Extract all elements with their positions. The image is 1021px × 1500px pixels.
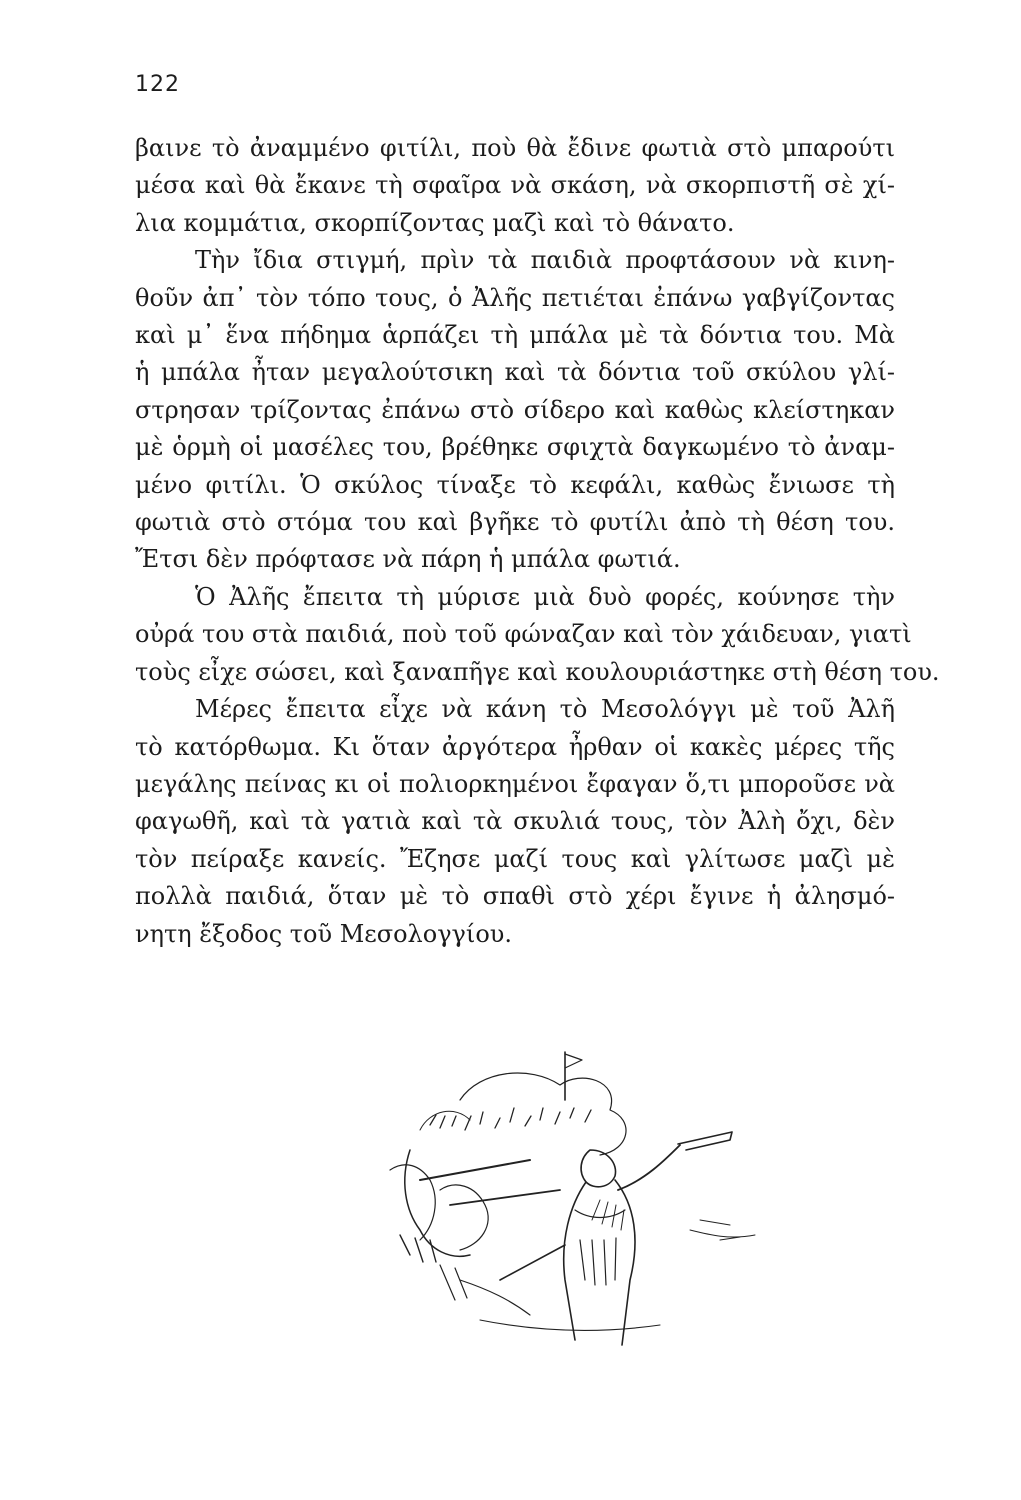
page-number: 122 — [135, 72, 180, 97]
text-line: τὸν πείραξε κανείς. Ἔζησε μαζί τους καὶ γλίτωσε μαζὶ μὲ — [135, 844, 895, 873]
text-line: φαγωθῆ, καὶ τὰ γατιὰ καὶ τὰ σκυλιά τους, τὸν Ἀλὴ ὄχι, δὲν — [135, 807, 895, 836]
text-line: λια κομμάτια, σκορπίζοντας μαζὶ καὶ τὸ θάνατο. — [135, 208, 735, 237]
text-line: μένο φιτίλι. Ὁ σκύλος τίναξε τὸ κεφάλι, καθὼς ἔνιωσε τὴ — [135, 470, 895, 499]
text-line: πολλὰ παιδιά, ὅταν μὲ τὸ σπαθὶ στὸ χέρι ἔγινε ἡ ἀλησμό- — [135, 882, 895, 911]
text-line: βαινε τὸ ἀναμμένο φιτίλι, ποὺ θὰ ἔδινε φωτιὰ στὸ μπαρούτι — [135, 134, 895, 162]
text-line: μέσα καὶ θὰ ἔκανε τὴ σφαῖρα νὰ σκάση, νὰ σκορπιστῆ σὲ χί- — [135, 171, 895, 200]
text-line: τὸ κατόρθωμα. Κι ὅταν ἀργότερα ἦρθαν οἱ κακὲς μέρες τῆς — [135, 732, 895, 761]
text-line: οὐρά του στὰ παιδιά, ποὺ τοῦ φώναζαν καὶ τὸν χάιδευαν, γιατὶ — [135, 620, 912, 649]
body-text — [135, 130, 940, 953]
text-line: Τὴν ἴδια στιγμή, πρὶν τὰ παιδιὰ προφτάσουν νὰ κινη- — [195, 246, 895, 275]
text-line: Ἔτσι δὲν πρόφτασε νὰ πάρη ἡ μπάλα φωτιά. — [135, 545, 681, 574]
battle-sketch-illustration — [360, 1040, 780, 1370]
text-line: Μέρες ἔπειτα εἶχε νὰ κάνη τὸ Μεσολόγγι μὲ τοῦ Ἀλῆ — [195, 695, 895, 724]
text-line: θοῦν ἀπ᾽ τὸν τόπο τους, ὁ Ἀλῆς πετιέται ἐπάνω γαβγίζοντας — [135, 283, 895, 312]
text-line: ἡ μπάλα ἦταν μεγαλούτσικη καὶ τὰ δόντια τοῦ σκύλου γλί- — [135, 358, 895, 387]
text-line: μεγάλης πείνας κι οἱ πολιορκημένοι ἔφαγαν ὅ,τι μποροῦσε νὰ — [135, 769, 895, 798]
text-line: τοὺς εἶχε σώσει, καὶ ξαναπῆγε καὶ κουλουριάστηκε στὴ θέση του. — [135, 657, 940, 686]
text-line: Ὁ Ἀλῆς ἔπειτα τὴ μύρισε μιὰ δυὸ φορές, κούνησε τὴν — [195, 582, 895, 611]
text-line: καὶ μ᾽ ἕνα πήδημα ἁρπάζει τὴ μπάλα μὲ τὰ δόντια του. Μὰ — [135, 321, 895, 350]
text-line: στρησαν τρίζοντας ἐπάνω στὸ σίδερο καὶ καθὼς κλείστηκαν — [135, 395, 895, 424]
text-line: νητη ἔξοδος τοῦ Μεσολογγίου. — [135, 919, 512, 948]
text-line: μὲ ὁρμὴ οἱ μασέλες του, βρέθηκε σφιχτὰ δαγκωμένο τὸ ἀναμ- — [135, 433, 895, 462]
text-line: φωτιὰ στὸ στόμα του καὶ βγῆκε τὸ φυτίλι ἀπὸ τὴ θέση του. — [135, 508, 895, 537]
